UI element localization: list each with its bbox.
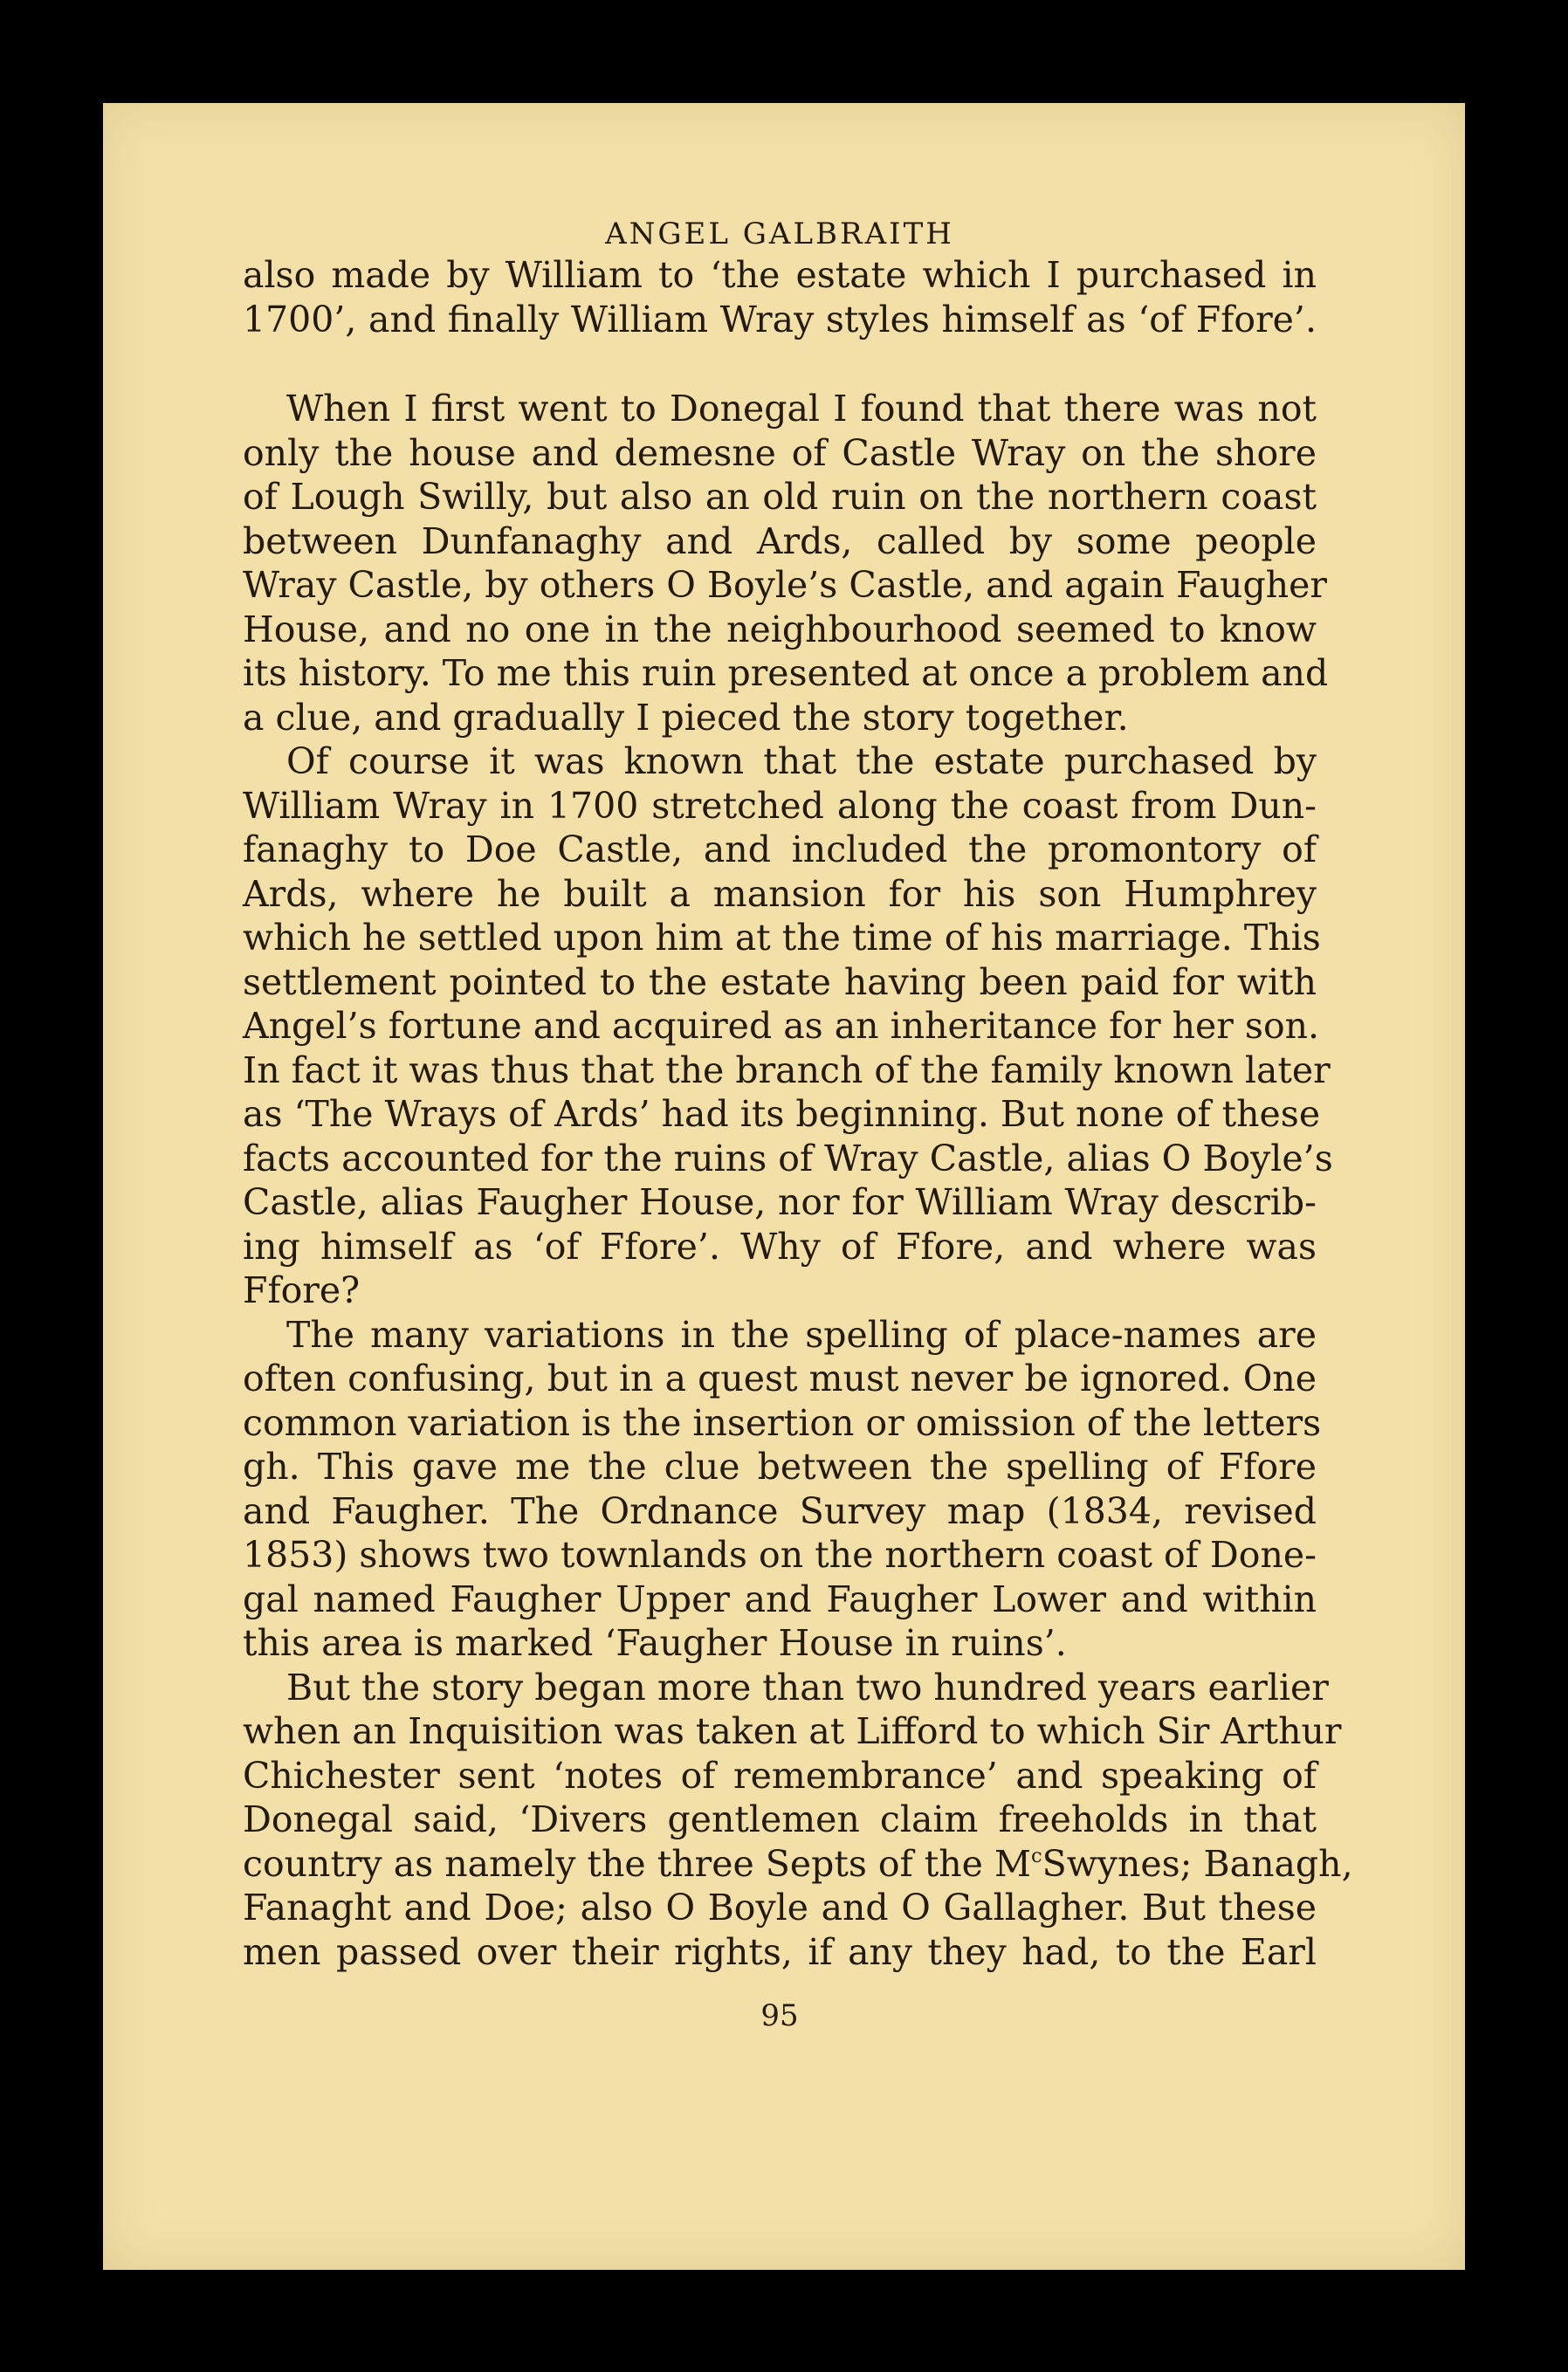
text-line: gh. This gave me the clue between the spelling of Ffore (243, 1446, 1317, 1488)
text-line: 1853) shows two townlands on the northern coast of Done- (243, 1534, 1317, 1576)
paragraph-5 (243, 1666, 1353, 1975)
text-line: also made by William to ‘the estate which I purchased in (243, 254, 1317, 296)
text-line: Angel’s fortune and acquired as an inheritance for her son. (243, 1005, 1320, 1047)
mc-suffix: Swynes; Banagh, (1042, 1842, 1353, 1885)
text-line: When I first went to Donegal I found that there was not (286, 388, 1317, 430)
text-line: Castle, alias Faugher House, nor for William Wray describ- (243, 1181, 1317, 1223)
text-line: In fact it was thus that the branch of the family known later (243, 1048, 1331, 1091)
text-line: often confusing, but in a quest must never be ignored. One (243, 1358, 1317, 1399)
paragraph-4 (243, 1313, 1322, 1666)
text-line: settlement pointed to the estate having been paid for with (243, 960, 1317, 1003)
text-line: The many variations in the spelling of place-names are (286, 1313, 1317, 1356)
text-line: gal named Faugher Upper and Faugher Lower and within (243, 1578, 1317, 1620)
text-line: But the story began more than two hundred years earlier (286, 1666, 1329, 1709)
text-line: common variation is the insertion or omission of the letters (243, 1401, 1322, 1444)
text-line: William Wray in 1700 stretched along the coast from Dun- (243, 784, 1317, 827)
running-head: ANGEL GALBRAITH (605, 217, 954, 251)
text-line: when an Inquisition was taken at Lifford to which Sir Arthur (243, 1710, 1342, 1752)
text-line: Fanaght and Doe; also O Boyle and O Gallagher. But these (243, 1887, 1317, 1929)
text-line: Ffore? (243, 1269, 361, 1311)
text-line-mcswynes (243, 1842, 1353, 1887)
book-page (103, 103, 1465, 2270)
page-number: 95 (760, 1998, 799, 2033)
text-line: men passed over their rights, if any they had, to the Earl (243, 1930, 1317, 1973)
text-line: Wray Castle, by others O Boyle’s Castle, and again Faugher (243, 564, 1327, 606)
paragraph-3 (243, 739, 1333, 1313)
text-line: fanaghy to Doe Castle, and included the promontory of (243, 828, 1317, 870)
text-line: which he settled upon him at the time of his marriage. This (243, 917, 1321, 959)
text-line: House, and no one in the neighbourhood seemed to know (243, 608, 1317, 650)
text-line: Chichester sent ‘notes of remembrance’ and speaking of (243, 1754, 1317, 1797)
page-content (243, 217, 1353, 2033)
text-line: Ards, where he built a mansion for his son Humphrey (243, 872, 1317, 915)
text-line: as ‘The Wrays of Ards’ had its beginning. But none of these (243, 1093, 1321, 1135)
text-line: between Dunfanaghy and Ards, called by some people (243, 519, 1317, 562)
text-line: 1700’, and finally William Wray styles himself as ‘of Ffore’. (243, 298, 1317, 340)
text-line: this area is marked ‘Faugher House in ruins’. (243, 1622, 1067, 1664)
text-line: of Lough Swilly, but also an old ruin on the northern coast (243, 476, 1317, 518)
text-line: ing himself as ‘of Ffore’. Why of Ffore, and where was (243, 1225, 1317, 1268)
text-line: and Faugher. The Ordnance Survey map (1834, revised (243, 1489, 1317, 1532)
paragraph-2 (243, 387, 1329, 739)
paragraph-1 (243, 253, 1317, 341)
text-line: its history. To me this ruin presented at once a problem and (243, 652, 1329, 694)
mc-prefix: country as namely the three Septs of the M (243, 1842, 1031, 1885)
text-line: Donegal said, ‘Divers gentlemen claim freeholds in that (243, 1798, 1317, 1840)
text-line: only the house and demesne of Castle Wray on the shore (243, 431, 1317, 474)
mc-superscript: c (1030, 1844, 1042, 1867)
text-line: a clue, and gradually I pieced the story together. (243, 696, 1129, 739)
text-line: facts accounted for the ruins of Wray Castle, alias O Boyle’s (243, 1137, 1333, 1179)
text-line: Of course it was known that the estate purchased by (286, 740, 1317, 782)
